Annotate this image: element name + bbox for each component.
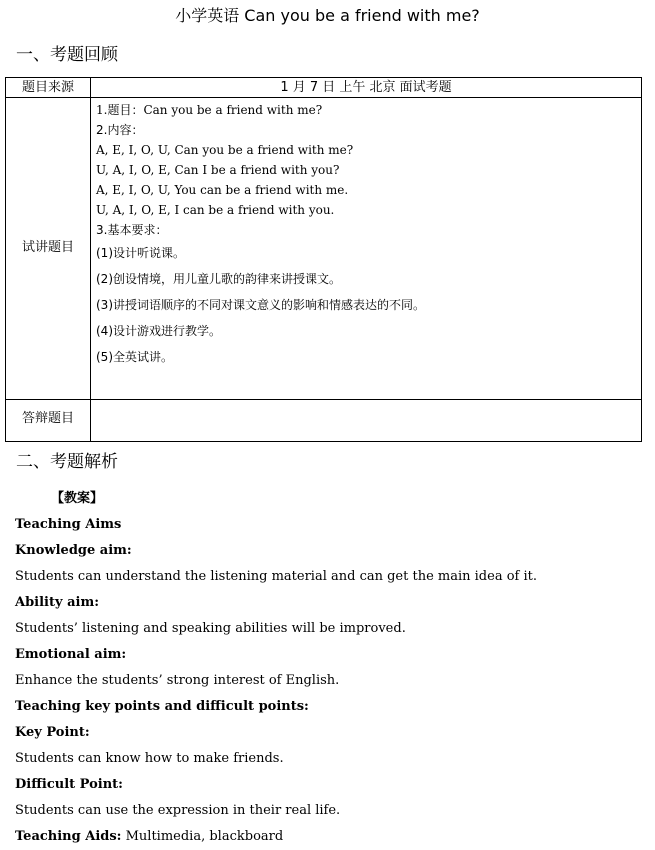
topic-label: 试讲题目	[21, 240, 74, 255]
lesson-plan-line: Enhance the students’ strong interest of English.	[15, 673, 340, 688]
source-label: 题目来源	[21, 80, 74, 95]
table-row-divider	[6, 399, 641, 400]
topic-content-line: (2)创设情境，用儿童儿歌的韵律来讲授课文。	[96, 272, 341, 286]
topic-content-line: (5)全英试讲。	[96, 350, 173, 364]
lesson-plan-line: Key Point:	[15, 725, 90, 740]
lesson-plan-line: Ability aim:	[15, 595, 99, 610]
lesson-plan-line: Teaching key points and difficult points:	[15, 699, 309, 714]
lesson-plan-line: Students can use the expression in their real life.	[15, 803, 341, 818]
source-value: 1 月 7 日 上午 北京 面试考题	[280, 80, 452, 95]
lesson-plan-line: 【教案】	[51, 491, 104, 506]
lesson-plan-line: Emotional aim:	[15, 647, 127, 662]
topic-content-line: (4)设计游戏进行教学。	[96, 324, 221, 338]
lesson-plan-line: Difficult Point:	[15, 777, 123, 792]
topic-content-line: A, E, I, O, U, You can be a friend with me.	[96, 183, 349, 197]
teaching-aids-line	[15, 824, 645, 850]
lesson-plan-line: Teaching Aims	[15, 517, 122, 532]
teaching-aids-label: Teaching Aids:	[15, 829, 122, 844]
document-title: 小学英语 Can you be a friend with me?	[175, 6, 480, 25]
section-heading-analysis: 二、考题解析	[16, 452, 118, 472]
topic-content-line: U, A, I, O, E, Can I be a friend with you?	[96, 163, 340, 177]
teaching-aids-value: Multimedia, blackboard	[121, 829, 284, 844]
lesson-plan	[15, 486, 645, 850]
lesson-plan-line: Knowledge aim:	[15, 543, 132, 558]
topic-content-line: (3)讲授词语顺序的不同对课文意义的影响和情感表达的不同。	[96, 298, 426, 312]
lesson-plan-line: Students’ listening and speaking abilities will be improved.	[15, 621, 406, 636]
topic-content-line: U, A, I, O, E, I can be a friend with you.	[96, 203, 335, 217]
lesson-plan-line: Students can know how to make friends.	[15, 751, 284, 766]
table-column-divider	[90, 78, 91, 441]
topic-content-line: 2.内容：	[96, 123, 144, 137]
topic-content-line: A, E, I, O, U, Can you be a friend with me?	[96, 143, 354, 157]
table-row-divider	[6, 97, 641, 98]
exam-info-table	[5, 77, 642, 442]
topic-content	[96, 100, 636, 370]
lesson-plan-line: Students can understand the listening material and can get the main idea of it.	[15, 569, 537, 584]
topic-content-line: 1.题目：Can you be a friend with me?	[96, 103, 323, 117]
topic-content-line: 3.基本要求：	[96, 223, 168, 237]
section-heading-review: 一、考题回顾	[16, 45, 118, 65]
topic-content-line: (1)设计听说课。	[96, 246, 185, 260]
defense-label: 答辩题目	[21, 411, 74, 426]
